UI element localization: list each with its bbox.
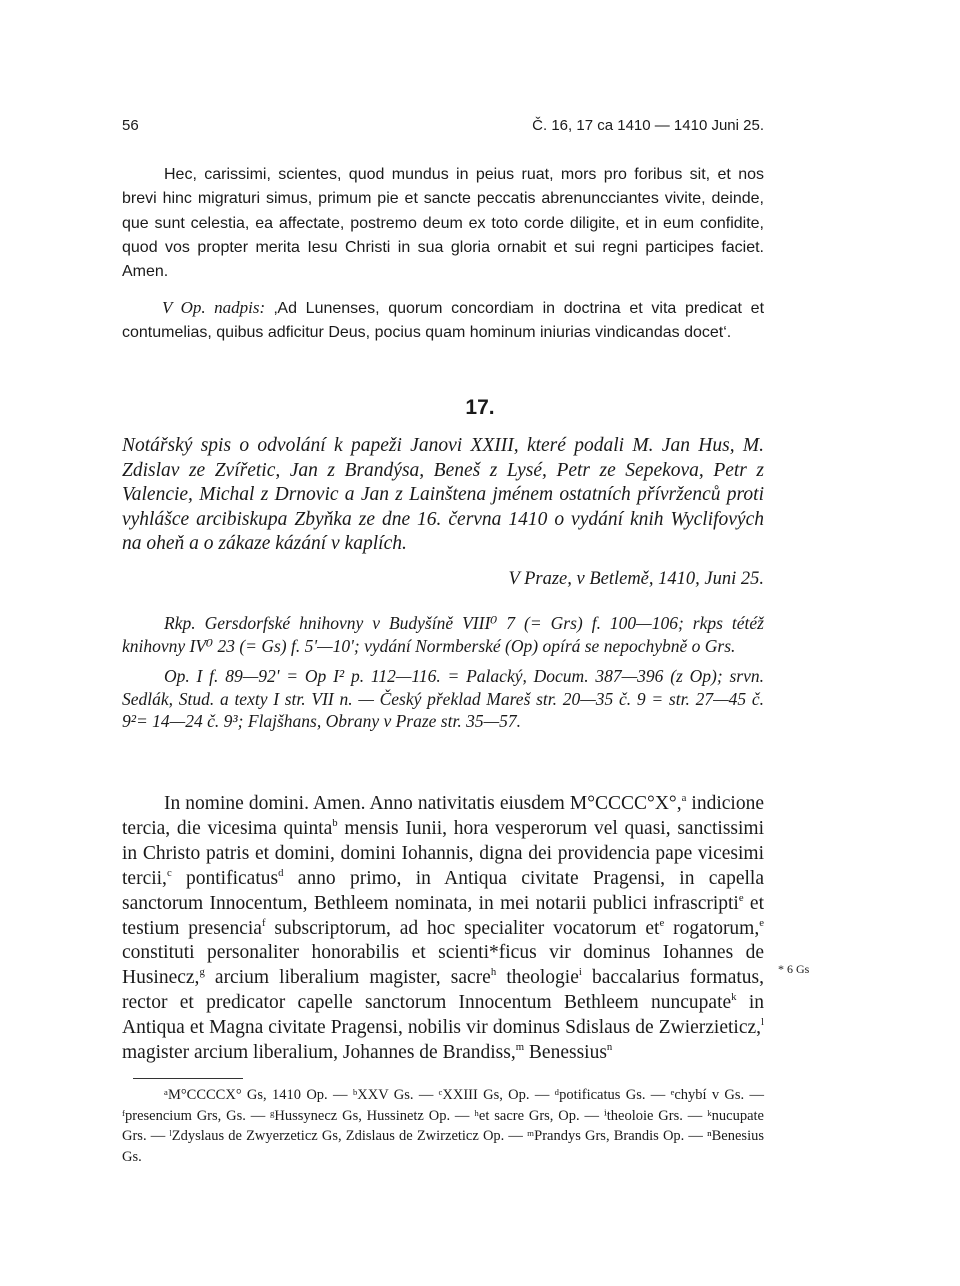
regest: Notářský spis o odvolání k papeži Janovi XXIII, které podali M. Jan Hus, M. Zdislav ze Zvířetic, Jan z Brandýsa, Beneš z Lysé, Petr ze Sepekova, Petr z Valencie, Michal z Drnovic a Jan z Lainštena jménem ostatních přívrženců proti vyhlášce arcibiskupa Zbyňka ze dne 16. června 1410 o vydání knih Wyclifových na oheň a o zákaze kázání v kaplích.: [122, 435, 764, 554]
main-text-segment: anno primo, in Antiqua civitate Pragensi, in capella sanctorum Innocentum, Bethleem nominata, in mei notarii publici infrascripti: [122, 867, 764, 914]
main-text-segment: magister arcium liberalium, Johannes de Brandiss,: [122, 1042, 516, 1064]
sources-block: [122, 612, 764, 733]
footnote-marker: e: [759, 916, 764, 929]
footnote-marker: b: [332, 816, 338, 829]
document-number: 17.: [465, 396, 495, 419]
sources-manuscripts: Rkp. Gersdorfské hnihovny v Budyšíně VIII⁰ 7 (= Grs) f. 100—106; rkps tétéž knihovny IV⁰ 23 (= Gs) f. 5'—10'; vydání Normberské (Op) opírá se nepochybně o Grs.: [122, 613, 764, 656]
main-text-segment: theologie: [496, 967, 579, 989]
place-date: V Praze, v Betlemě, 1410, Juni 25.: [508, 569, 764, 589]
page-header: [122, 117, 764, 137]
footnote-marker: f: [261, 916, 266, 929]
footnote-marker: k: [731, 991, 737, 1004]
footnote-marker: c: [166, 866, 172, 879]
opening-paragraph-block: [122, 163, 764, 284]
footnote-marker: d: [278, 866, 284, 879]
footnote-marker: e: [659, 916, 665, 929]
footnote-marker: h: [490, 966, 497, 979]
footnote-marker: g: [199, 966, 205, 979]
main-text-segment: In nomine domini. Amen. Anno nativitatis eiusdem M°CCCC°X°,: [164, 793, 682, 814]
heading-note: [122, 296, 764, 346]
main-text-segment: constituti personaliter honorabilis et scienti*ficus vir dominus Iohannes de Husinecz,: [122, 942, 764, 989]
footnote-marker: l: [761, 1016, 764, 1029]
heading-note-label: V Op. nadpis:: [162, 298, 266, 317]
footnote-marker: a: [681, 791, 687, 804]
footnote-marker: i: [578, 966, 582, 979]
main-text-segment: pontificatus: [171, 867, 279, 889]
main-text: [122, 792, 764, 1066]
main-text-segment: et testium presencia: [122, 892, 764, 939]
footnotes: ᵃM°CCCCX° Gs, 1410 Op. — ᵇXXV Gs. — ᶜXXIII Gs, Op. — ᵈpotificatus Gs. — ᵉchybí v Gs. — ᶠpresencium Grs, Gs. — ᵍHussynecz Gs, Hussinetz Op. — ʰet sacre Grs, Op. — ⁱtheoloie Grs. — ᵏnucupate Grs. — ˡZdyslaus de Zwyerzeticz Gs, Zdislaus de Zwirzeticz Op. — ᵐPrandys Grs, Brandis Op. — ⁿBenesius Gs.: [122, 1087, 764, 1165]
running-head: Č. 16, 17 ca 1410 — 1410 Juni 25.: [532, 117, 764, 134]
footnote-marker: e: [738, 891, 744, 904]
main-text-segment: indicione tercia, die vicesima quinta: [122, 793, 764, 839]
footnote-divider: [133, 1078, 243, 1079]
page-number: 56: [122, 117, 139, 134]
main-text-segment: rogatorum,: [664, 917, 760, 939]
main-text-segment: mensis Iunii, hora vesperorum vel quasi, sanctissimi in Christo patris et domini, domini Iohannis, digna dei providencia pape vicesimi tercii,: [122, 817, 764, 889]
heading-note-block: [122, 296, 764, 346]
heading-note-text: ‚Ad Lunenses, quorum concordiam in doctrina et vita predicat et contumelias, quibus adficitur Deus, pocius quam hominum iniurias vindicandas docet‘.: [122, 300, 765, 342]
main-text-segment: baccalarius formatus, rector et predicator capelle sanctorum Innocentum Bethleem nuncupate: [122, 967, 764, 1014]
footnote-marker: m: [515, 1041, 525, 1054]
main-text-segment: in Antiqua et Magna civitate Pragensi, nobilis vir dominus Sdislaus de Zwierzieticz,: [122, 992, 764, 1039]
main-text-segment: Benessius: [524, 1042, 607, 1064]
footnote-marker: n: [606, 1041, 613, 1054]
main-text-segment: arcium liberalium magister, sacre: [204, 967, 491, 989]
opening-paragraph: Hec, carissimi, scientes, quod mundus in peius ruat, mors pro foribus sit, et nos brevi hinc migraturi simus, primum pie et sancte peccatis abrenuncciantes vivite, deinde, que sunt celestia, ea affectate, postremo deum ex toto corde diligite, et in eum confidite, quod vos propter merita Iesu Christi in sua gloria ornabit et sui regni participes faciet. Amen.: [122, 166, 764, 281]
main-text-segment: subscriptorum, ad hoc specialiter vocatorum et: [265, 917, 660, 939]
margin-note: * 6 Gs: [778, 962, 810, 976]
sources-editions: Op. I f. 89—92' = Op I² p. 112—116. = Palacký, Docum. 387—396 (z Op); srvn. Sedlák, Stud. a texty I str. VII n. — Český překlad Mareš str. 20—35 č. 9 = str. 27—45 č. 9²= 14—24 č. 9³; Flajšhans, Obrany v Praze str. 35—57.: [122, 666, 764, 731]
